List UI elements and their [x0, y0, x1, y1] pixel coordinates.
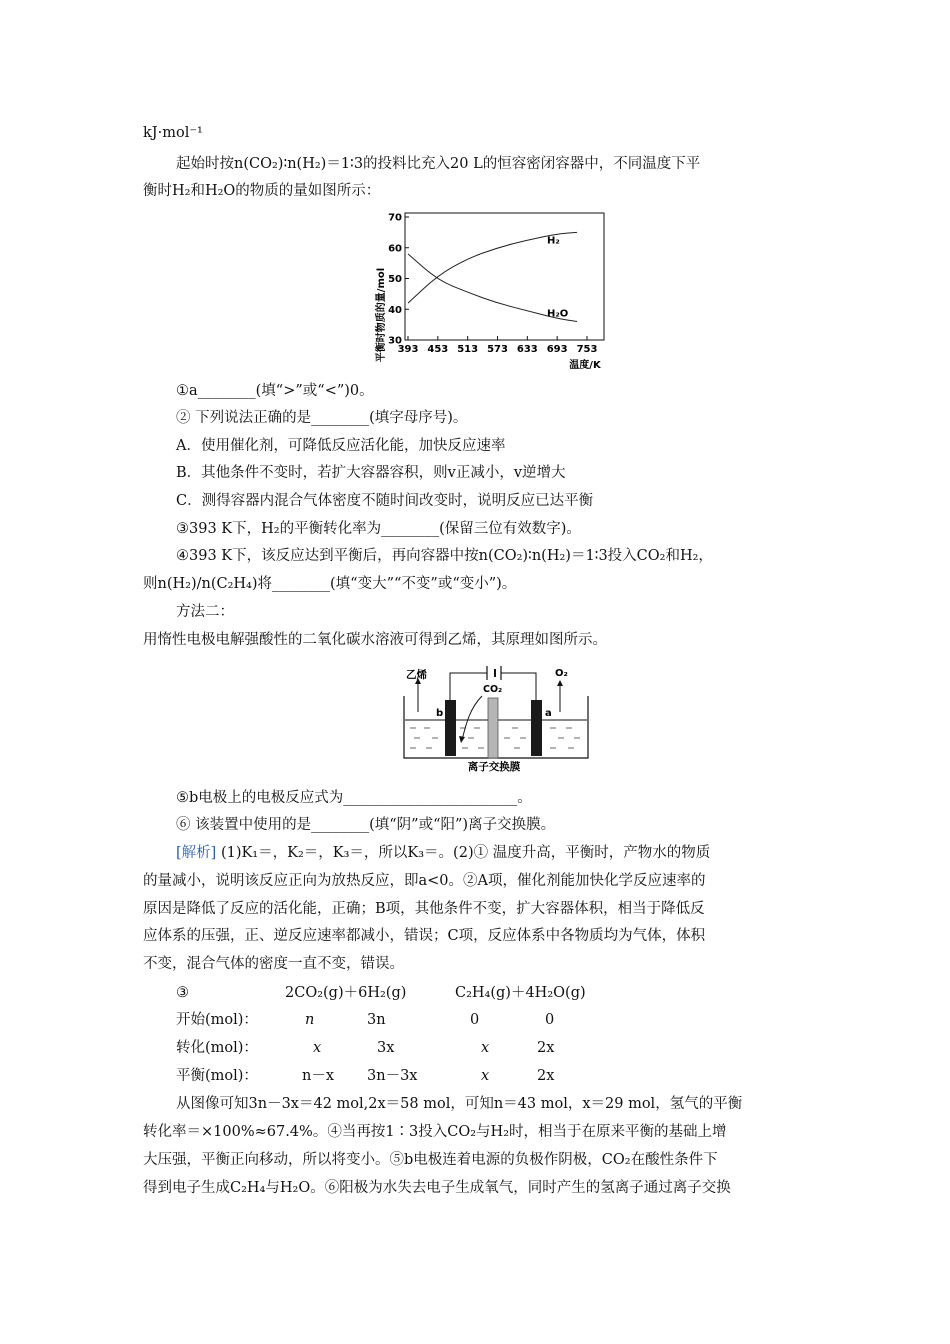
- chart-ylabel: 平衡时物质的量/mol: [376, 267, 387, 363]
- analysis-text-1: (1)K₁＝，K₂＝，K₃＝，所以K₃＝。(2)① 温度升高，平衡时，产物水的物质: [220, 845, 711, 861]
- y-tick-label: 70: [388, 212, 402, 224]
- x-tick-label: 693: [546, 344, 568, 355]
- table-row3-c2: 3n－3x: [367, 1068, 418, 1084]
- table-row0-products: C₂H₄(g)＋4H₂O(g): [455, 985, 586, 1001]
- chart-xlabel: 温度/K: [569, 360, 601, 371]
- label-membrane: 离子交换膜: [467, 761, 521, 772]
- wire-left: [450, 673, 484, 700]
- y-tick-label: 50: [388, 274, 402, 285]
- table-row1-c1: n: [305, 1012, 315, 1028]
- x-tick-label: 513: [457, 344, 479, 355]
- intro-line-1: 起始时按n(CO₂)∶n(H₂)＝1∶3的投料比充入20 L的恒容密闭容器中，不同温度下平: [176, 156, 701, 172]
- wire-right: [508, 673, 536, 700]
- table-row0-mark: ③: [176, 985, 189, 1001]
- conclusion-line-1: 从图像可知3n－3x＝42 mol,2x＝58 mol，可知n＝43 mol，x＝29 mol，氢气的平衡: [176, 1096, 743, 1112]
- table-row1-c4: 0: [545, 1012, 555, 1028]
- table-row0-reactants: 2CO₂(g)＋6H₂(g): [285, 985, 407, 1001]
- y-tick-label: 30: [388, 335, 402, 347]
- analysis-line-2: 的量减小，说明该反应正向为放热反应，即a<0。②A项，催化剂能加快化学反应速率的: [143, 873, 706, 889]
- table-row3-c4: 2x: [537, 1068, 555, 1084]
- x-tick-label: 753: [576, 344, 598, 355]
- question-2: ② 下列说法正确的是________(填字母序号)。: [176, 410, 468, 426]
- question-4-line-1: ④393 K下，该反应达到平衡后，再向容器中按n(CO₂)∶n(H₂)＝1∶3投入CO₂和H₂，: [176, 548, 713, 564]
- table-row2-c3: x: [481, 1040, 490, 1056]
- equilibrium-chart: [368, 205, 608, 371]
- question-3: ③393 K下，H₂的平衡转化率为________(保留三位有效数字)。: [176, 521, 581, 537]
- option-c: C．测得容器内混合气体密度不随时间改变时，说明反应已达平衡: [176, 493, 594, 509]
- analysis-line-4: 应体系的压强，正、逆反应速率都减小，错误；C项，反应体系中各物质均为气体，体积: [143, 928, 706, 944]
- electrolysis-diagram: [400, 662, 596, 772]
- label-o2: O₂: [555, 668, 568, 679]
- x-tick-label: 573: [487, 344, 508, 355]
- analysis-line-1: [176, 843, 710, 863]
- analysis-tag: [解析]: [176, 845, 217, 861]
- table-row2-label: 转化(mol)：: [176, 1040, 258, 1056]
- ion-exchange-membrane: [488, 698, 498, 758]
- question-5: ⑤b电极上的电极反应式为________________________。: [176, 790, 532, 806]
- conclusion-line-4: 得到电子生成C₂H₄与H₂O。⑥阳极为水失去电子生成氧气，同时产生的氢离子通过离子交换: [143, 1180, 731, 1196]
- method-2-text: 用惰性电极电解强酸性的二氧化碳水溶液可得到乙烯，其原理如图所示。: [143, 632, 607, 648]
- question-1: ①a________(填“>”或“<”)0。: [176, 383, 374, 399]
- table-row1-c3: 0: [470, 1012, 480, 1028]
- x-tick-label: 453: [427, 344, 449, 355]
- analysis-line-5: 不变，混合气体的密度一直不变，错误。: [143, 956, 404, 972]
- question-4-line-2: 则n(H₂)/n(C₂H₄)将________(填“变大”“不变”或“变小”)。: [143, 576, 517, 592]
- label-a: a: [545, 708, 552, 719]
- electrode-b: [445, 700, 456, 756]
- label-co2: CO₂: [483, 684, 503, 695]
- electrode-a: [531, 700, 542, 756]
- option-a: A．使用催化剂，可降低反应活化能，加快反应速率: [176, 438, 506, 454]
- option-b: B．其他条件不变时，若扩大容器容积，则v正减小，v逆增大: [176, 465, 566, 481]
- y-tick-label: 40: [388, 304, 402, 316]
- label-b: b: [436, 708, 444, 719]
- table-row3-c3: x: [481, 1068, 490, 1084]
- conclusion-line-2: 转化率＝×100%≈67.4%。④当再按1∶3投入CO₂与H₂时，相当于在原来平衡的基础上增: [143, 1124, 727, 1140]
- series-label-h2: H₂: [547, 235, 560, 247]
- table-row2-c2: 3x: [377, 1040, 395, 1056]
- table-row2-c4: 2x: [537, 1040, 555, 1056]
- label-ethylene: 乙烯: [406, 669, 427, 681]
- analysis-line-3: 原因是降低了反应的活化能，正确；B项，其他条件不变，扩大容器体积，相当于降低反: [143, 901, 705, 917]
- method-2-label: 方法二：: [176, 604, 234, 620]
- y-tick-label: 60: [388, 243, 402, 255]
- table-row3-c1: n－x: [302, 1068, 335, 1084]
- question-6: ⑥ 该装置中使用的是________(填“阴”或“阳”)离子交换膜。: [176, 817, 556, 833]
- table-row1-label: 开始(mol)：: [176, 1012, 258, 1028]
- table-row1-c2: 3n: [367, 1012, 386, 1028]
- x-tick-label: 393: [397, 344, 419, 355]
- table-row3-label: 平衡(mol)：: [176, 1068, 258, 1084]
- conclusion-line-3: 大压强，平衡正向移动，所以将变小。⑤b电极连着电源的负极作阴极，CO₂在酸性条件下: [143, 1152, 718, 1168]
- unit-line: kJ·mol⁻¹: [143, 125, 203, 141]
- x-tick-label: 633: [516, 344, 538, 355]
- series-label-h2o: H₂O: [547, 308, 569, 320]
- intro-line-2: 衡时H₂和H₂O的物质的量如图所示：: [143, 183, 381, 199]
- table-row2-c1: x: [313, 1040, 322, 1056]
